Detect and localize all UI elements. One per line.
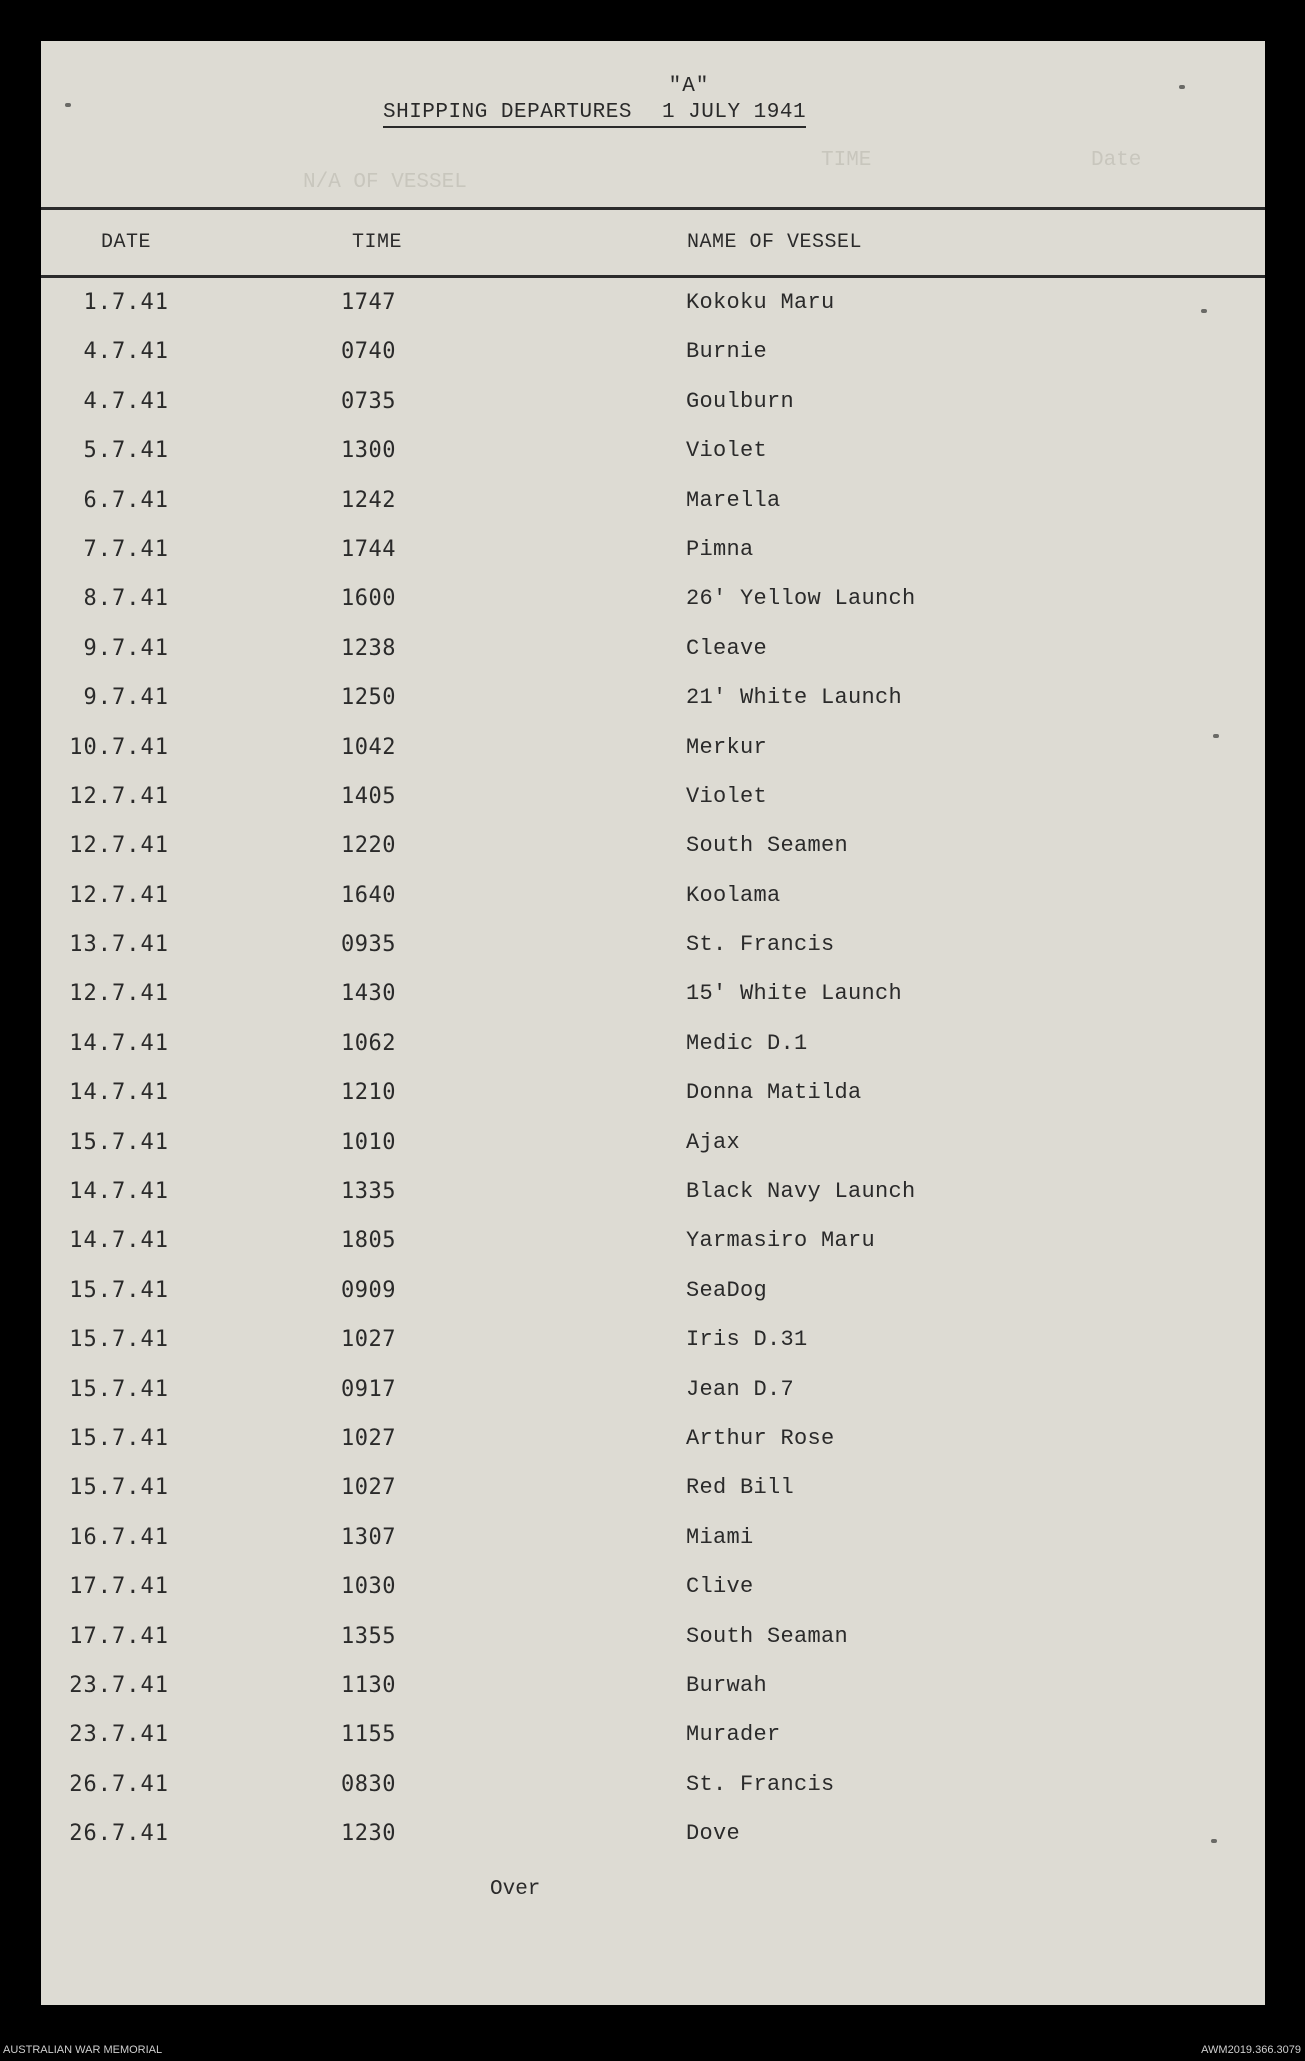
row-date: 12.7.41 — [69, 981, 169, 1007]
paper-speck — [65, 103, 71, 107]
row-time: 1210 — [341, 1080, 396, 1106]
table-row — [41, 389, 1265, 438]
bleed-through-text: Date — [1091, 149, 1142, 172]
row-date: 15.7.41 — [69, 1475, 169, 1501]
table-row — [41, 784, 1265, 833]
row-date: 14.7.41 — [69, 1030, 169, 1056]
row-vessel-name: South Seamen — [686, 833, 849, 859]
row-date: 9.7.41 — [83, 685, 169, 711]
column-header-vessel: NAME OF VESSEL — [687, 231, 863, 254]
row-time: 1430 — [341, 981, 396, 1007]
row-date: 14.7.41 — [69, 1179, 169, 1205]
row-time: 1747 — [341, 290, 396, 315]
header-rule-top — [41, 207, 1265, 210]
footer-over: Over — [490, 1878, 541, 1901]
row-date: 14.7.41 — [69, 1228, 169, 1254]
column-header-date: DATE — [101, 231, 152, 254]
credit-institution: AUSTRALIAN WAR MEMORIAL — [3, 2044, 163, 2056]
row-date: 12.7.41 — [69, 882, 169, 908]
row-date: 15.7.41 — [69, 1327, 169, 1353]
header-rule-bottom — [41, 275, 1265, 278]
row-date: 4.7.41 — [83, 339, 169, 365]
row-vessel-name: Pimna — [686, 536, 754, 562]
row-time: 1355 — [341, 1623, 396, 1649]
row-date: 5.7.41 — [83, 438, 169, 464]
row-vessel-name: St. Francis — [686, 1771, 835, 1797]
row-vessel-name: Ajax — [686, 1129, 741, 1155]
row-vessel-name: Clive — [686, 1574, 754, 1600]
row-date: 17.7.41 — [69, 1623, 169, 1649]
row-vessel-name: Burwah — [686, 1672, 768, 1698]
row-date: 12.7.41 — [69, 783, 169, 809]
title-date: 1 JULY 1941 — [661, 101, 807, 124]
row-vessel-name: Marella — [686, 487, 781, 513]
departures-table — [41, 290, 1265, 1871]
row-date: 12.7.41 — [69, 833, 169, 859]
row-time: 1027 — [341, 1327, 396, 1353]
table-row — [41, 1080, 1265, 1129]
row-vessel-name: Iris D.31 — [686, 1327, 808, 1353]
row-time: 1062 — [341, 1030, 396, 1056]
row-date: 26.7.41 — [69, 1771, 169, 1797]
bleed-through-text: TIME — [821, 149, 872, 172]
table-row — [41, 883, 1265, 932]
table-row — [41, 586, 1265, 635]
row-time: 0740 — [341, 339, 396, 365]
table-row — [41, 1673, 1265, 1722]
row-time: 1155 — [341, 1722, 396, 1748]
row-time: 1238 — [341, 635, 396, 661]
row-vessel-name: South Seaman — [686, 1623, 849, 1649]
row-vessel-name: Medic D.1 — [686, 1030, 808, 1056]
row-date: 15.7.41 — [69, 1129, 169, 1155]
table-row — [41, 735, 1265, 784]
row-vessel-name: Dove — [686, 1821, 741, 1847]
table-row — [41, 1525, 1265, 1574]
row-date: 15.7.41 — [69, 1376, 169, 1402]
row-time: 1230 — [341, 1821, 396, 1847]
row-vessel-name: Koolama — [686, 882, 781, 908]
row-vessel-name: Donna Matilda — [686, 1080, 862, 1106]
column-header-time: TIME — [352, 231, 403, 254]
row-date: 15.7.41 — [69, 1277, 169, 1303]
row-vessel-name: Miami — [686, 1524, 754, 1550]
row-time: 0935 — [341, 932, 396, 958]
row-vessel-name: Violet — [686, 783, 768, 809]
table-row — [41, 438, 1265, 487]
row-date: 13.7.41 — [69, 932, 169, 958]
row-time: 1805 — [341, 1228, 396, 1254]
row-vessel-name: Cleave — [686, 635, 768, 661]
row-time: 1042 — [341, 734, 396, 760]
row-vessel-name: Jean D.7 — [686, 1376, 795, 1402]
table-row — [41, 537, 1265, 586]
table-row — [41, 1821, 1265, 1870]
row-time: 1744 — [341, 536, 396, 562]
row-vessel-name: Red Bill — [686, 1475, 795, 1501]
document-mark: "A" — [668, 75, 710, 98]
row-time: 1300 — [341, 438, 396, 464]
row-date: 9.7.41 — [83, 635, 169, 661]
row-date: 7.7.41 — [83, 536, 169, 562]
table-row — [41, 685, 1265, 734]
row-time: 1600 — [341, 586, 396, 612]
row-date: 1.7.41 — [83, 290, 169, 315]
row-time: 1250 — [341, 685, 396, 711]
row-time: 0917 — [341, 1376, 396, 1402]
row-time: 1307 — [341, 1524, 396, 1550]
row-vessel-name: Yarmasiro Maru — [686, 1228, 876, 1254]
row-vessel-name: Violet — [686, 438, 768, 464]
table-row — [41, 488, 1265, 537]
row-time: 1405 — [341, 783, 396, 809]
row-vessel-name: 26' Yellow Launch — [686, 586, 916, 612]
row-time: 1027 — [341, 1475, 396, 1501]
table-row — [41, 1574, 1265, 1623]
row-vessel-name: Kokoku Maru — [686, 290, 835, 315]
table-row — [41, 1377, 1265, 1426]
table-row — [41, 981, 1265, 1030]
row-time: 0909 — [341, 1277, 396, 1303]
row-date: 10.7.41 — [69, 734, 169, 760]
row-time: 1030 — [341, 1574, 396, 1600]
table-row — [41, 1722, 1265, 1771]
row-time: 1130 — [341, 1672, 396, 1698]
credit-accession: AWM2019.366.3079 — [1201, 2044, 1301, 2056]
row-vessel-name: St. Francis — [686, 932, 835, 958]
row-time: 1220 — [341, 833, 396, 859]
row-vessel-name: Merkur — [686, 734, 768, 760]
document-sheet — [41, 41, 1265, 2005]
table-row — [41, 1772, 1265, 1821]
row-time: 1027 — [341, 1425, 396, 1451]
row-vessel-name: Black Navy Launch — [686, 1179, 916, 1205]
table-row — [41, 1031, 1265, 1080]
row-time: 1242 — [341, 487, 396, 513]
row-time: 1335 — [341, 1179, 396, 1205]
row-date: 23.7.41 — [69, 1672, 169, 1698]
row-date: 16.7.41 — [69, 1524, 169, 1550]
row-vessel-name: Goulburn — [686, 388, 795, 414]
table-row — [41, 1278, 1265, 1327]
table-row — [41, 1130, 1265, 1179]
table-row — [41, 636, 1265, 685]
row-date: 17.7.41 — [69, 1574, 169, 1600]
table-row — [41, 1426, 1265, 1475]
document-title — [383, 101, 806, 128]
row-vessel-name: Murader — [686, 1722, 781, 1748]
row-vessel-name: 15' White Launch — [686, 981, 903, 1007]
row-date: 23.7.41 — [69, 1722, 169, 1748]
row-vessel-name: 21' White Launch — [686, 685, 903, 711]
row-time: 1640 — [341, 882, 396, 908]
row-vessel-name: Arthur Rose — [686, 1425, 835, 1451]
table-row — [41, 1624, 1265, 1673]
row-vessel-name: SeaDog — [686, 1277, 768, 1303]
row-date: 26.7.41 — [69, 1821, 169, 1847]
row-time: 0830 — [341, 1771, 396, 1797]
row-date: 8.7.41 — [83, 586, 169, 612]
row-time: 0735 — [341, 388, 396, 414]
table-row — [41, 833, 1265, 882]
title-main: SHIPPING DEPARTURES — [383, 101, 632, 124]
row-time: 1010 — [341, 1129, 396, 1155]
row-date: 4.7.41 — [83, 388, 169, 414]
table-row — [41, 1179, 1265, 1228]
row-vessel-name: Burnie — [686, 339, 768, 365]
table-row — [41, 932, 1265, 981]
table-row — [41, 290, 1265, 339]
row-date: 14.7.41 — [69, 1080, 169, 1106]
row-date: 6.7.41 — [83, 487, 169, 513]
bleed-through-text: N/A OF VESSEL — [303, 171, 467, 194]
table-row — [41, 1475, 1265, 1524]
table-row — [41, 339, 1265, 388]
table-row — [41, 1327, 1265, 1376]
row-date: 15.7.41 — [69, 1425, 169, 1451]
table-row — [41, 1228, 1265, 1277]
